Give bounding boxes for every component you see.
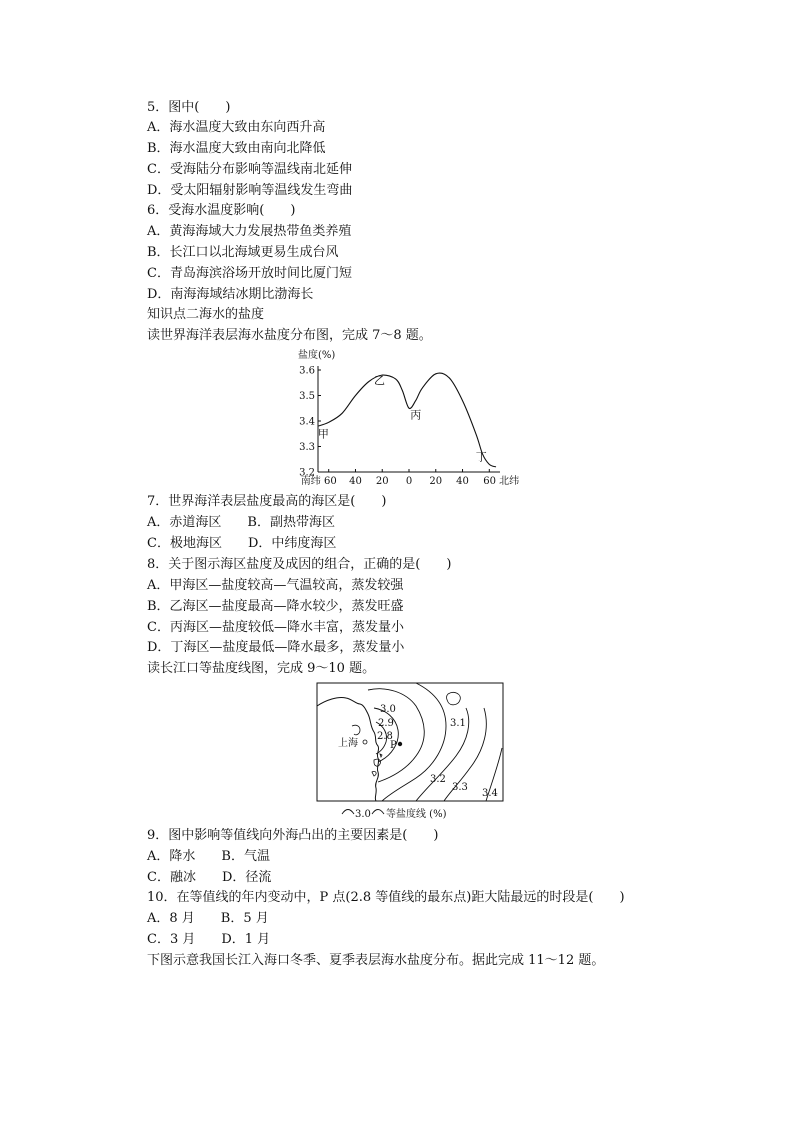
q8-option-c: C．丙海区—盐度较低—降水丰富，蒸发量小 (147, 620, 404, 635)
river-mouth (352, 725, 360, 735)
intro-9-10: 读长江口等盐度线图，完成 9～10 题。 (147, 661, 376, 676)
chart-xtick-label: 40 (349, 476, 362, 487)
section-title: 知识点二海水的盐度 (147, 307, 265, 322)
label-3-4: 3.4 (482, 788, 498, 799)
chart-xtick-label: 0 (405, 476, 413, 487)
q8-stem: 8．关于图示海区盐度及成因的组合，正确的是( ) (147, 557, 452, 572)
legend-text: 等盐度线 (%) (386, 809, 447, 820)
q9-options-cd: C．融冰 D．径流 (147, 870, 272, 885)
island-3 (380, 754, 382, 757)
q5-stem: 5．图中( ) (147, 100, 231, 115)
label-p: P (390, 740, 397, 751)
q10-stem: 10．在等值线的年内变动中，P 点(2.8 等值线的最东点)距大陆最远的时段是( ) (147, 890, 625, 905)
chart-xtick-label: 南纬 60 (300, 476, 337, 487)
q7-stem: 7．世界海洋表层盐度最高的海区是( ) (147, 494, 387, 509)
q6-stem: 6．受海水温度影响( ) (147, 203, 296, 218)
point-p-marker (398, 742, 402, 746)
chart-annotation: 甲 (317, 427, 329, 441)
intro-11-12: 下图示意我国长江入海口冬季、夏季表层海水盐度分布。据此完成 11～12 题。 (147, 953, 605, 968)
q5-option-c: C．受海陆分布影响等温线南北延伸 (147, 162, 352, 177)
offshore-contour-loop (447, 692, 461, 704)
q7-options-cd: C．极地海区 D．中纬度海区 (147, 536, 337, 551)
q8-option-d: D．丁海区—盐度最低—降水最多，蒸发量小 (147, 640, 405, 655)
chart-axes (318, 366, 500, 472)
chart-ytick-label: 3.6 (299, 365, 315, 377)
label-2-8: 2.8 (377, 731, 393, 742)
label-3-0: 3.0 (380, 704, 396, 715)
chart-annotation: 丁 (475, 450, 487, 464)
chart-salinity-line (318, 373, 496, 467)
chart-series (318, 373, 496, 467)
chart-xtick-label: 40 (456, 476, 469, 487)
legend-line-left (342, 810, 354, 815)
q7-options-ab: A．赤道海区 B．副热带海区 (147, 515, 335, 530)
coastline (317, 697, 379, 801)
q8-option-a: A．甲海区—盐度较高—气温较高，蒸发较强 (147, 578, 404, 593)
q10-options-ab: A．8 月 B．5 月 (147, 911, 269, 926)
chart-ytick-label: 3.4 (299, 416, 315, 428)
q6-option-b: B．长江口以北海域更易生成台风 (147, 245, 339, 260)
intro-7-8: 读世界海洋表层海水盐度分布图，完成 7～8 题。 (147, 328, 432, 343)
label-shanghai: 上海 (338, 738, 358, 749)
legend-value: 3.0 (355, 809, 371, 820)
island-1 (374, 759, 381, 766)
chart-xtick-label: 20 (429, 476, 443, 487)
chart-ytick-label: 3.5 (299, 391, 315, 402)
chart-ylabel: 盐度(%) (298, 350, 336, 361)
estuary-isohaline-map (316, 682, 506, 822)
chart-xtick-label: 60 北纬 (483, 476, 520, 487)
legend-line-right (372, 810, 384, 815)
label-3-3: 3.3 (452, 782, 468, 793)
island-2 (372, 771, 376, 776)
q5-option-b: B．海水温度大致由南向北降低 (147, 141, 326, 156)
q6-option-c: C．青岛海滨浴场开放时间比厦门短 (147, 266, 352, 281)
q8-option-b: B．乙海区—盐度最高—降水较少，蒸发旺盛 (147, 599, 404, 614)
label-3-2: 3.2 (430, 774, 446, 785)
chart-annotations (318, 374, 487, 464)
q5-option-d: D．受太阳辐射影响等温线发生弯曲 (147, 183, 353, 198)
q9-stem: 9．图中影响等值线向外海凸出的主要因素是( ) (147, 828, 439, 843)
label-2-9: 2.9 (378, 718, 394, 729)
salinity-chart (290, 344, 530, 490)
q9-options-ab: A．降水 B．气温 (147, 849, 270, 864)
chart-ytick-label: 3.3 (299, 442, 315, 453)
q6-option-d: D．南海海域结冰期比渤海长 (147, 287, 314, 302)
q6-option-a: A．黄海海域大力发展热带鱼类养殖 (147, 224, 352, 239)
chart-annotation: 乙 (374, 374, 386, 388)
shanghai-marker (363, 740, 367, 744)
q5-option-a: A．海水温度大致由东向西升高 (147, 120, 326, 135)
chart-annotation: 丙 (410, 408, 422, 422)
chart-xtick-label: 20 (375, 476, 389, 487)
chart-ytick-label: 3.2 (299, 467, 315, 479)
label-3-1: 3.1 (450, 718, 466, 729)
q10-options-cd: C．3 月 D．1 月 (147, 932, 271, 947)
